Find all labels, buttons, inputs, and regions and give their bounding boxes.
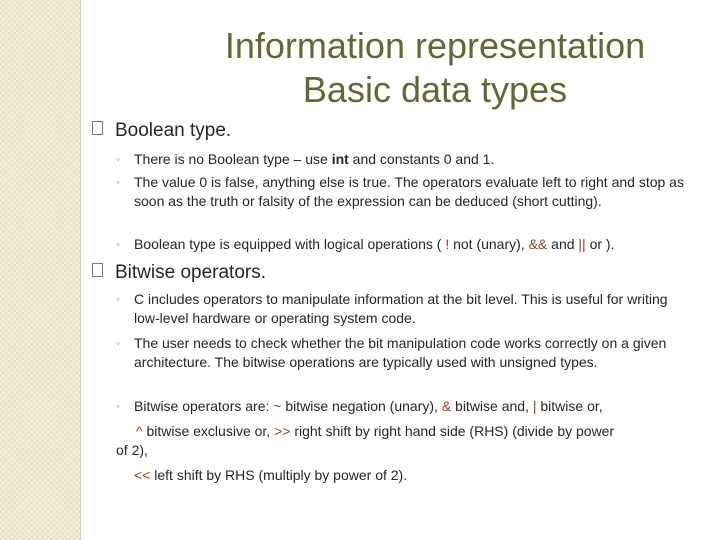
bullet-dot-icon: ◦ bbox=[116, 154, 120, 166]
list-item-text: There is no Boolean type – use int and constants 0 and 1. bbox=[134, 151, 495, 167]
list-item bbox=[116, 397, 696, 416]
operator-caret: ^ bbox=[136, 423, 143, 439]
bullet-dot-icon: ◦ bbox=[116, 239, 120, 251]
operator-pipe: | bbox=[532, 398, 537, 414]
bullet-box-icon bbox=[92, 121, 103, 135]
bullet-dot-icon: ◦ bbox=[116, 294, 120, 306]
bullet-dot-icon: ◦ bbox=[116, 338, 120, 350]
operator-ampersand: & bbox=[441, 398, 452, 414]
list-item bbox=[116, 290, 696, 327]
keyword-int: int bbox=[331, 151, 349, 167]
section-heading-boolean bbox=[115, 120, 231, 142]
sidebar-divider bbox=[80, 0, 81, 540]
list-item-text: The user needs to check whether the bit manipulation code works correctly on a given architecture. The bitwise operations are typically used with unsigned types. bbox=[134, 335, 667, 370]
list-item bbox=[116, 334, 696, 371]
list-item bbox=[116, 150, 696, 169]
list-item-text: The value 0 is false, anything else is true. The operators evaluate left to right and stop as soon as the truth or falsity of the expression can be deduced (short cutting). bbox=[134, 174, 684, 209]
decorative-sidebar bbox=[0, 0, 80, 540]
title-line-1: Information representation bbox=[224, 25, 646, 66]
section-heading-text: Bitwise operators. bbox=[115, 262, 267, 283]
operator-not: ! bbox=[445, 236, 450, 252]
continuation-line-2: of 2), bbox=[116, 442, 148, 458]
operator-left-shift: << bbox=[134, 467, 151, 483]
list-item-text: Bitwise operators are: ~ bitwise negation (unary), & bitwise and, | bitwise or, bbox=[134, 398, 603, 414]
list-item-text: C includes operators to manipulate information at the bit level. This is useful for writing low-level hardware or operating system code. bbox=[134, 291, 668, 326]
bullet-box-icon bbox=[92, 263, 103, 277]
continuation-line-3: << left shift by RHS (multiply by power of 2). bbox=[134, 467, 408, 483]
list-item bbox=[116, 173, 696, 210]
operator-tilde: ~ bbox=[273, 398, 282, 414]
bullet-dot-icon: ◦ bbox=[116, 401, 120, 413]
title-line-2: Basic data types bbox=[302, 69, 568, 110]
operator-and: && bbox=[528, 236, 548, 252]
section-heading-text: Boolean type. bbox=[115, 120, 232, 141]
operator-or: || bbox=[578, 236, 586, 252]
list-item bbox=[116, 235, 696, 254]
bullet-dot-icon: ◦ bbox=[116, 177, 120, 189]
list-item-text: Boolean type is equipped with logical operations ( ! not (unary), && and || or ). bbox=[134, 236, 615, 252]
operator-right-shift: >> bbox=[274, 423, 291, 439]
slide-title bbox=[150, 24, 720, 112]
continuation-line-1: ^ bitwise exclusive or, >> right shift by right hand side (RHS) (divide by power bbox=[136, 423, 615, 439]
section-heading-bitwise bbox=[115, 262, 266, 284]
